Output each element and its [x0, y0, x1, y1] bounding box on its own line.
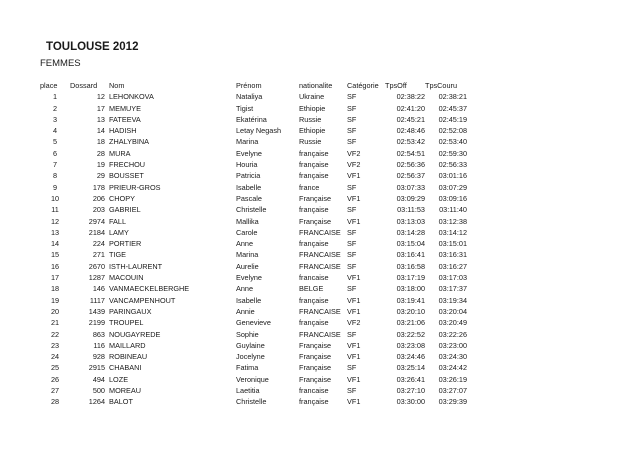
categorie-cell: SF: [347, 284, 357, 294]
table-row: [40, 193, 467, 204]
nom-cell: MACOUIN: [109, 273, 144, 283]
nationalite-cell: française: [299, 295, 329, 305]
tpsoff-cell: 03:18:00: [396, 284, 425, 294]
tpsoff-cell: 02:41:20: [396, 103, 425, 113]
place-cell: 12: [50, 216, 60, 226]
table-row: [40, 170, 467, 181]
categorie-cell: SF: [347, 239, 357, 249]
prenom-cell: Marina: [236, 250, 259, 260]
categorie-cell: SF: [347, 329, 357, 339]
place-cell: 23: [50, 340, 60, 350]
place-cell: 15: [50, 250, 60, 260]
nom-cell: FATEEVA: [109, 114, 141, 124]
nom-cell: FALL: [109, 216, 127, 226]
table-row: [40, 317, 467, 328]
table-row: [40, 385, 467, 396]
table-row: [40, 272, 467, 283]
tpscouru-cell: 02:59:30: [438, 148, 467, 158]
tpsoff-cell: 03:14:28: [396, 227, 425, 237]
nom-cell: ISTH-LAURENT: [109, 261, 163, 271]
categorie-cell: SF: [347, 137, 357, 147]
tpscouru-cell: 02:45:19: [438, 114, 467, 124]
prenom-cell: Jocelyne: [236, 352, 265, 362]
nationalite-cell: Française: [299, 374, 332, 384]
dossard-cell: 2184: [88, 227, 105, 237]
nationalite-cell: Ethiopie: [299, 103, 326, 113]
categorie-cell: SF: [347, 205, 357, 215]
place-cell: 1: [52, 92, 58, 102]
dossard-cell: 494: [92, 374, 105, 384]
place-cell: 26: [50, 374, 60, 384]
dossard-cell: 1264: [88, 397, 105, 407]
table-row: [40, 340, 467, 351]
prenom-cell: Fatima: [236, 363, 259, 373]
dossard-cell: 1117: [89, 295, 105, 305]
tpscouru-cell: 03:19:34: [438, 295, 467, 305]
place-cell: 10: [50, 193, 60, 203]
tpsoff-cell: 03:16:58: [396, 261, 425, 271]
categorie-cell: SF: [347, 92, 357, 102]
dossard-cell: 2974: [88, 216, 105, 226]
place-cell: 24: [50, 352, 60, 362]
tpscouru-cell: 03:29:39: [438, 397, 467, 407]
dossard-cell: 928: [92, 352, 105, 362]
col-header-prenom: Prénom: [236, 81, 262, 90]
nom-cell: HADISH: [109, 126, 137, 136]
nationalite-cell: Française: [299, 340, 332, 350]
tpsoff-cell: 03:19:41: [396, 295, 425, 305]
tpscouru-cell: 03:09:16: [438, 193, 467, 203]
prenom-cell: Marina: [236, 137, 259, 147]
nationalite-cell: france: [299, 182, 320, 192]
place-cell: 11: [51, 205, 59, 215]
tpscouru-cell: 03:23:00: [438, 340, 467, 350]
dossard-cell: 18: [96, 137, 105, 147]
tpsoff-cell: 03:09:29: [396, 193, 425, 203]
nom-cell: CHABANI: [109, 363, 142, 373]
categorie-cell: VF1: [347, 295, 361, 305]
nationalite-cell: française: [299, 397, 329, 407]
nom-cell: GABRIEL: [109, 205, 141, 215]
table-row: [40, 159, 467, 170]
table-row: [40, 91, 467, 102]
prenom-cell: Christelle: [236, 397, 267, 407]
nom-cell: PARINGAUX: [109, 306, 152, 316]
nationalite-cell: française: [299, 171, 329, 181]
tpscouru-cell: 02:45:37: [438, 103, 467, 113]
nationalite-cell: française: [299, 160, 329, 170]
prenom-cell: Veronique: [236, 374, 269, 384]
tpsoff-cell: 03:13:03: [396, 216, 425, 226]
prenom-cell: Evelyne: [236, 148, 262, 158]
tpscouru-cell: 03:20:04: [438, 306, 467, 316]
categorie-cell: VF2: [347, 148, 361, 158]
tpsoff-cell: 03:26:41: [396, 374, 425, 384]
table-row: [40, 306, 467, 317]
tpsoff-cell: 02:56:36: [396, 160, 425, 170]
place-cell: 3: [52, 114, 58, 124]
nom-cell: ZHALYBINA: [109, 137, 150, 147]
table-row: [40, 182, 467, 193]
prenom-cell: Genevieve: [236, 318, 271, 328]
place-cell: 4: [52, 126, 58, 136]
dossard-cell: 28: [96, 148, 105, 158]
col-header-tpsoff: TpsOff: [385, 81, 407, 90]
nom-cell: FRECHOU: [109, 160, 146, 170]
tpscouru-cell: 03:01:16: [438, 171, 467, 181]
header-row: [40, 80, 467, 91]
dossard-cell: 863: [92, 329, 105, 339]
categorie-cell: VF1: [347, 397, 361, 407]
tpscouru-cell: 03:07:29: [438, 182, 467, 192]
table-row: [40, 362, 467, 373]
place-cell: 19: [50, 295, 60, 305]
prenom-cell: Tigist: [236, 103, 254, 113]
tpsoff-cell: 03:11:53: [397, 205, 425, 215]
nom-cell: PRIEUR-GROS: [109, 182, 161, 192]
place-cell: 27: [50, 386, 60, 396]
tpscouru-cell: 03:12:38: [438, 216, 467, 226]
prenom-cell: Patricia: [236, 171, 261, 181]
prenom-cell: Annie: [236, 306, 255, 316]
dossard-cell: 146: [92, 284, 105, 294]
place-cell: 14: [50, 239, 60, 249]
tpsoff-cell: 03:17:19: [396, 273, 425, 283]
nom-cell: BALOT: [109, 397, 133, 407]
col-header-nationalite: nationalite: [299, 81, 333, 90]
tpsoff-cell: 03:23:08: [396, 340, 425, 350]
nationalite-cell: française: [299, 205, 329, 215]
categorie-cell: VF1: [347, 374, 361, 384]
categorie-cell: SF: [347, 363, 357, 373]
nom-cell: LOZE: [109, 374, 129, 384]
place-cell: 22: [50, 329, 60, 339]
nationalite-cell: francaise: [299, 273, 329, 283]
nationalite-cell: FRANCAISE: [299, 261, 341, 271]
dossard-cell: 116: [93, 340, 105, 350]
table-row: [40, 396, 467, 407]
place-cell: 28: [50, 397, 60, 407]
categorie-cell: SF: [347, 261, 357, 271]
categorie-cell: VF2: [347, 160, 361, 170]
table-row: [40, 204, 467, 215]
place-cell: 21: [50, 318, 60, 328]
dossard-cell: 14: [96, 126, 105, 136]
col-header-categorie: Catégorie: [347, 81, 379, 90]
categorie-cell: VF1: [347, 306, 361, 316]
tpscouru-cell: 03:26:19: [438, 374, 467, 384]
prenom-cell: Isabelle: [236, 182, 262, 192]
table-row: [40, 374, 467, 385]
categorie-cell: SF: [347, 182, 357, 192]
col-header-nom: Nom: [109, 81, 125, 90]
tpsoff-cell: 02:54:51: [396, 148, 425, 158]
categorie-cell: VF1: [347, 352, 361, 362]
prenom-cell: Isabelle: [236, 295, 262, 305]
tpscouru-cell: 02:56:33: [438, 160, 467, 170]
nationalite-cell: FRANCAISE: [299, 329, 341, 339]
dossard-cell: 203: [92, 205, 105, 215]
place-cell: 20: [50, 306, 60, 316]
tpsoff-cell: 03:07:33: [396, 182, 425, 192]
tpscouru-cell: 02:53:40: [438, 137, 467, 147]
place-cell: 7: [52, 160, 58, 170]
prenom-cell: Mallika: [236, 216, 259, 226]
tpscouru-cell: 03:16:31: [438, 250, 467, 260]
place-cell: 17: [50, 273, 60, 283]
nationalite-cell: Française: [299, 216, 332, 226]
tpscouru-cell: 03:27:07: [438, 386, 467, 396]
categorie-cell: SF: [347, 126, 357, 136]
col-header-dossard: Dossard: [70, 81, 98, 90]
categorie-cell: SF: [347, 250, 357, 260]
place-cell: 16: [50, 261, 60, 271]
nom-cell: MAILLARD: [109, 340, 146, 350]
categorie-cell: VF1: [347, 340, 361, 350]
dossard-cell: 2199: [88, 318, 105, 328]
place-cell: 5: [52, 137, 58, 147]
nationalite-cell: Ethiopie: [299, 126, 326, 136]
table-row: [40, 295, 467, 306]
place-cell: 25: [50, 363, 60, 373]
tpscouru-cell: 03:14:12: [438, 227, 467, 237]
prenom-cell: Anne: [236, 239, 254, 249]
tpscouru-cell: 03:17:37: [438, 284, 467, 294]
tpsoff-cell: 02:48:46: [396, 126, 425, 136]
tpscouru-cell: 02:38:21: [438, 92, 467, 102]
tpscouru-cell: 03:17:03: [438, 273, 467, 283]
categorie-cell: SF: [347, 227, 357, 237]
table-row: [40, 261, 467, 272]
categorie-cell: VF1: [347, 171, 361, 181]
categorie-cell: VF1: [347, 216, 361, 226]
place-cell: 9: [52, 182, 58, 192]
nationalite-cell: FRANCAISE: [299, 306, 341, 316]
nom-cell: ROBINEAU: [109, 352, 148, 362]
categorie-cell: VF1: [347, 193, 361, 203]
tpscouru-cell: 02:52:08: [438, 126, 467, 136]
nationalite-cell: francaise: [299, 386, 329, 396]
tpscouru-cell: 03:22:26: [438, 329, 467, 339]
nom-cell: TIGE: [109, 250, 127, 260]
prenom-cell: Anne: [236, 284, 254, 294]
nom-cell: MOREAU: [109, 386, 142, 396]
category-subtitle: FEMMES: [40, 58, 81, 69]
table-row: [40, 227, 467, 238]
table-row: [40, 238, 467, 249]
categorie-cell: SF: [347, 386, 357, 396]
categorie-cell: SF: [347, 114, 357, 124]
page-title: TOULOUSE 2012: [46, 41, 139, 53]
table-row: [40, 249, 467, 260]
categorie-cell: VF1: [347, 273, 361, 283]
dossard-cell: 29: [96, 171, 105, 181]
prenom-cell: Sophie: [236, 329, 259, 339]
nationalite-cell: française: [299, 148, 329, 158]
tpsoff-cell: 02:56:37: [396, 171, 425, 181]
dossard-cell: 500: [92, 386, 105, 396]
tpsoff-cell: 03:24:46: [396, 352, 425, 362]
nationalite-cell: Française: [299, 193, 332, 203]
place-cell: 8: [52, 171, 58, 181]
prenom-cell: Houria: [236, 160, 258, 170]
categorie-cell: SF: [347, 103, 357, 113]
nom-cell: TROUPEL: [109, 318, 144, 328]
table-row: [40, 114, 467, 125]
prenom-cell: Pascale: [236, 193, 262, 203]
nom-cell: MEMUYE: [109, 103, 142, 113]
nationalite-cell: Ukraine: [299, 92, 325, 102]
dossard-cell: 2670: [88, 261, 105, 271]
nom-cell: LAMY: [109, 227, 129, 237]
prenom-cell: Carole: [236, 227, 258, 237]
dossard-cell: 178: [92, 182, 105, 192]
tpscouru-cell: 03:16:27: [438, 261, 467, 271]
prenom-cell: Laetitia: [236, 386, 260, 396]
tpsoff-cell: 03:27:10: [396, 386, 425, 396]
dossard-cell: 271: [92, 250, 105, 260]
prenom-cell: Evelyne: [236, 273, 262, 283]
nationalite-cell: Russie: [299, 137, 322, 147]
table-row: [40, 136, 467, 147]
prenom-cell: Letay Negash: [236, 126, 282, 136]
results-table: [40, 80, 467, 408]
nom-cell: BOUSSET: [109, 171, 144, 181]
tpscouru-cell: 03:15:01: [438, 239, 467, 249]
tpscouru-cell: 03:11:40: [439, 205, 467, 215]
nationalite-cell: FRANCAISE: [299, 250, 341, 260]
dossard-cell: 206: [92, 193, 105, 203]
dossard-cell: 1439: [88, 306, 105, 316]
categorie-cell: VF2: [347, 318, 361, 328]
table-row: [40, 216, 467, 227]
nom-cell: MURA: [109, 148, 131, 158]
table-row: [40, 103, 467, 114]
nationalite-cell: Russie: [299, 114, 322, 124]
col-header-place: place: [40, 81, 58, 90]
tpsoff-cell: 03:16:41: [396, 250, 425, 260]
tpscouru-cell: 03:24:30: [438, 352, 467, 362]
dossard-cell: 19: [96, 160, 105, 170]
tpsoff-cell: 02:38:22: [396, 92, 425, 102]
col-header-tpscouru: TpsCouru: [425, 81, 458, 90]
place-cell: 6: [52, 148, 58, 158]
prenom-cell: Guylaine: [236, 340, 265, 350]
tpsoff-cell: 02:53:42: [396, 137, 425, 147]
table-row: [40, 148, 467, 159]
table-row: [40, 125, 467, 136]
nom-cell: CHOPY: [109, 193, 135, 203]
prenom-cell: Aurelie: [236, 261, 259, 271]
place-cell: 2: [52, 103, 58, 113]
tpsoff-cell: 02:45:21: [396, 114, 425, 124]
prenom-cell: Ekatérina: [236, 114, 267, 124]
dossard-cell: 17: [96, 103, 105, 113]
nom-cell: NOUGAYREDE: [109, 329, 161, 339]
place-cell: 13: [50, 227, 60, 237]
table-row: [40, 351, 467, 362]
place-cell: 18: [50, 284, 60, 294]
dossard-cell: 12: [96, 92, 105, 102]
tpscouru-cell: 03:24:42: [438, 363, 467, 373]
prenom-cell: Nataliya: [236, 92, 263, 102]
tpsoff-cell: 03:22:52: [396, 329, 425, 339]
tpsoff-cell: 03:15:04: [396, 239, 425, 249]
table-row: [40, 283, 467, 294]
tpsoff-cell: 03:30:00: [396, 397, 425, 407]
dossard-cell: 2915: [88, 363, 105, 373]
tpsoff-cell: 03:25:14: [396, 363, 425, 373]
nom-cell: VANMAECKELBERGHE: [109, 284, 190, 294]
dossard-cell: 13: [96, 114, 105, 124]
nationalite-cell: française: [299, 318, 329, 328]
nationalite-cell: française: [299, 239, 329, 249]
nationalite-cell: Française: [299, 363, 332, 373]
nationalite-cell: FRANCAISE: [299, 227, 341, 237]
nom-cell: LEHONKOVA: [109, 92, 154, 102]
dossard-cell: 224: [92, 239, 105, 249]
nationalite-cell: Française: [299, 352, 332, 362]
table-row: [40, 329, 467, 340]
results-body: [40, 91, 467, 407]
nom-cell: VANCAMPENHOUT: [109, 295, 176, 305]
tpsoff-cell: 03:20:10: [396, 306, 425, 316]
tpsoff-cell: 03:21:06: [396, 318, 425, 328]
nationalite-cell: BELGE: [299, 284, 324, 294]
prenom-cell: Christelle: [236, 205, 267, 215]
nom-cell: PORTIER: [109, 239, 142, 249]
dossard-cell: 1287: [88, 273, 105, 283]
tpscouru-cell: 03:20:49: [438, 318, 467, 328]
